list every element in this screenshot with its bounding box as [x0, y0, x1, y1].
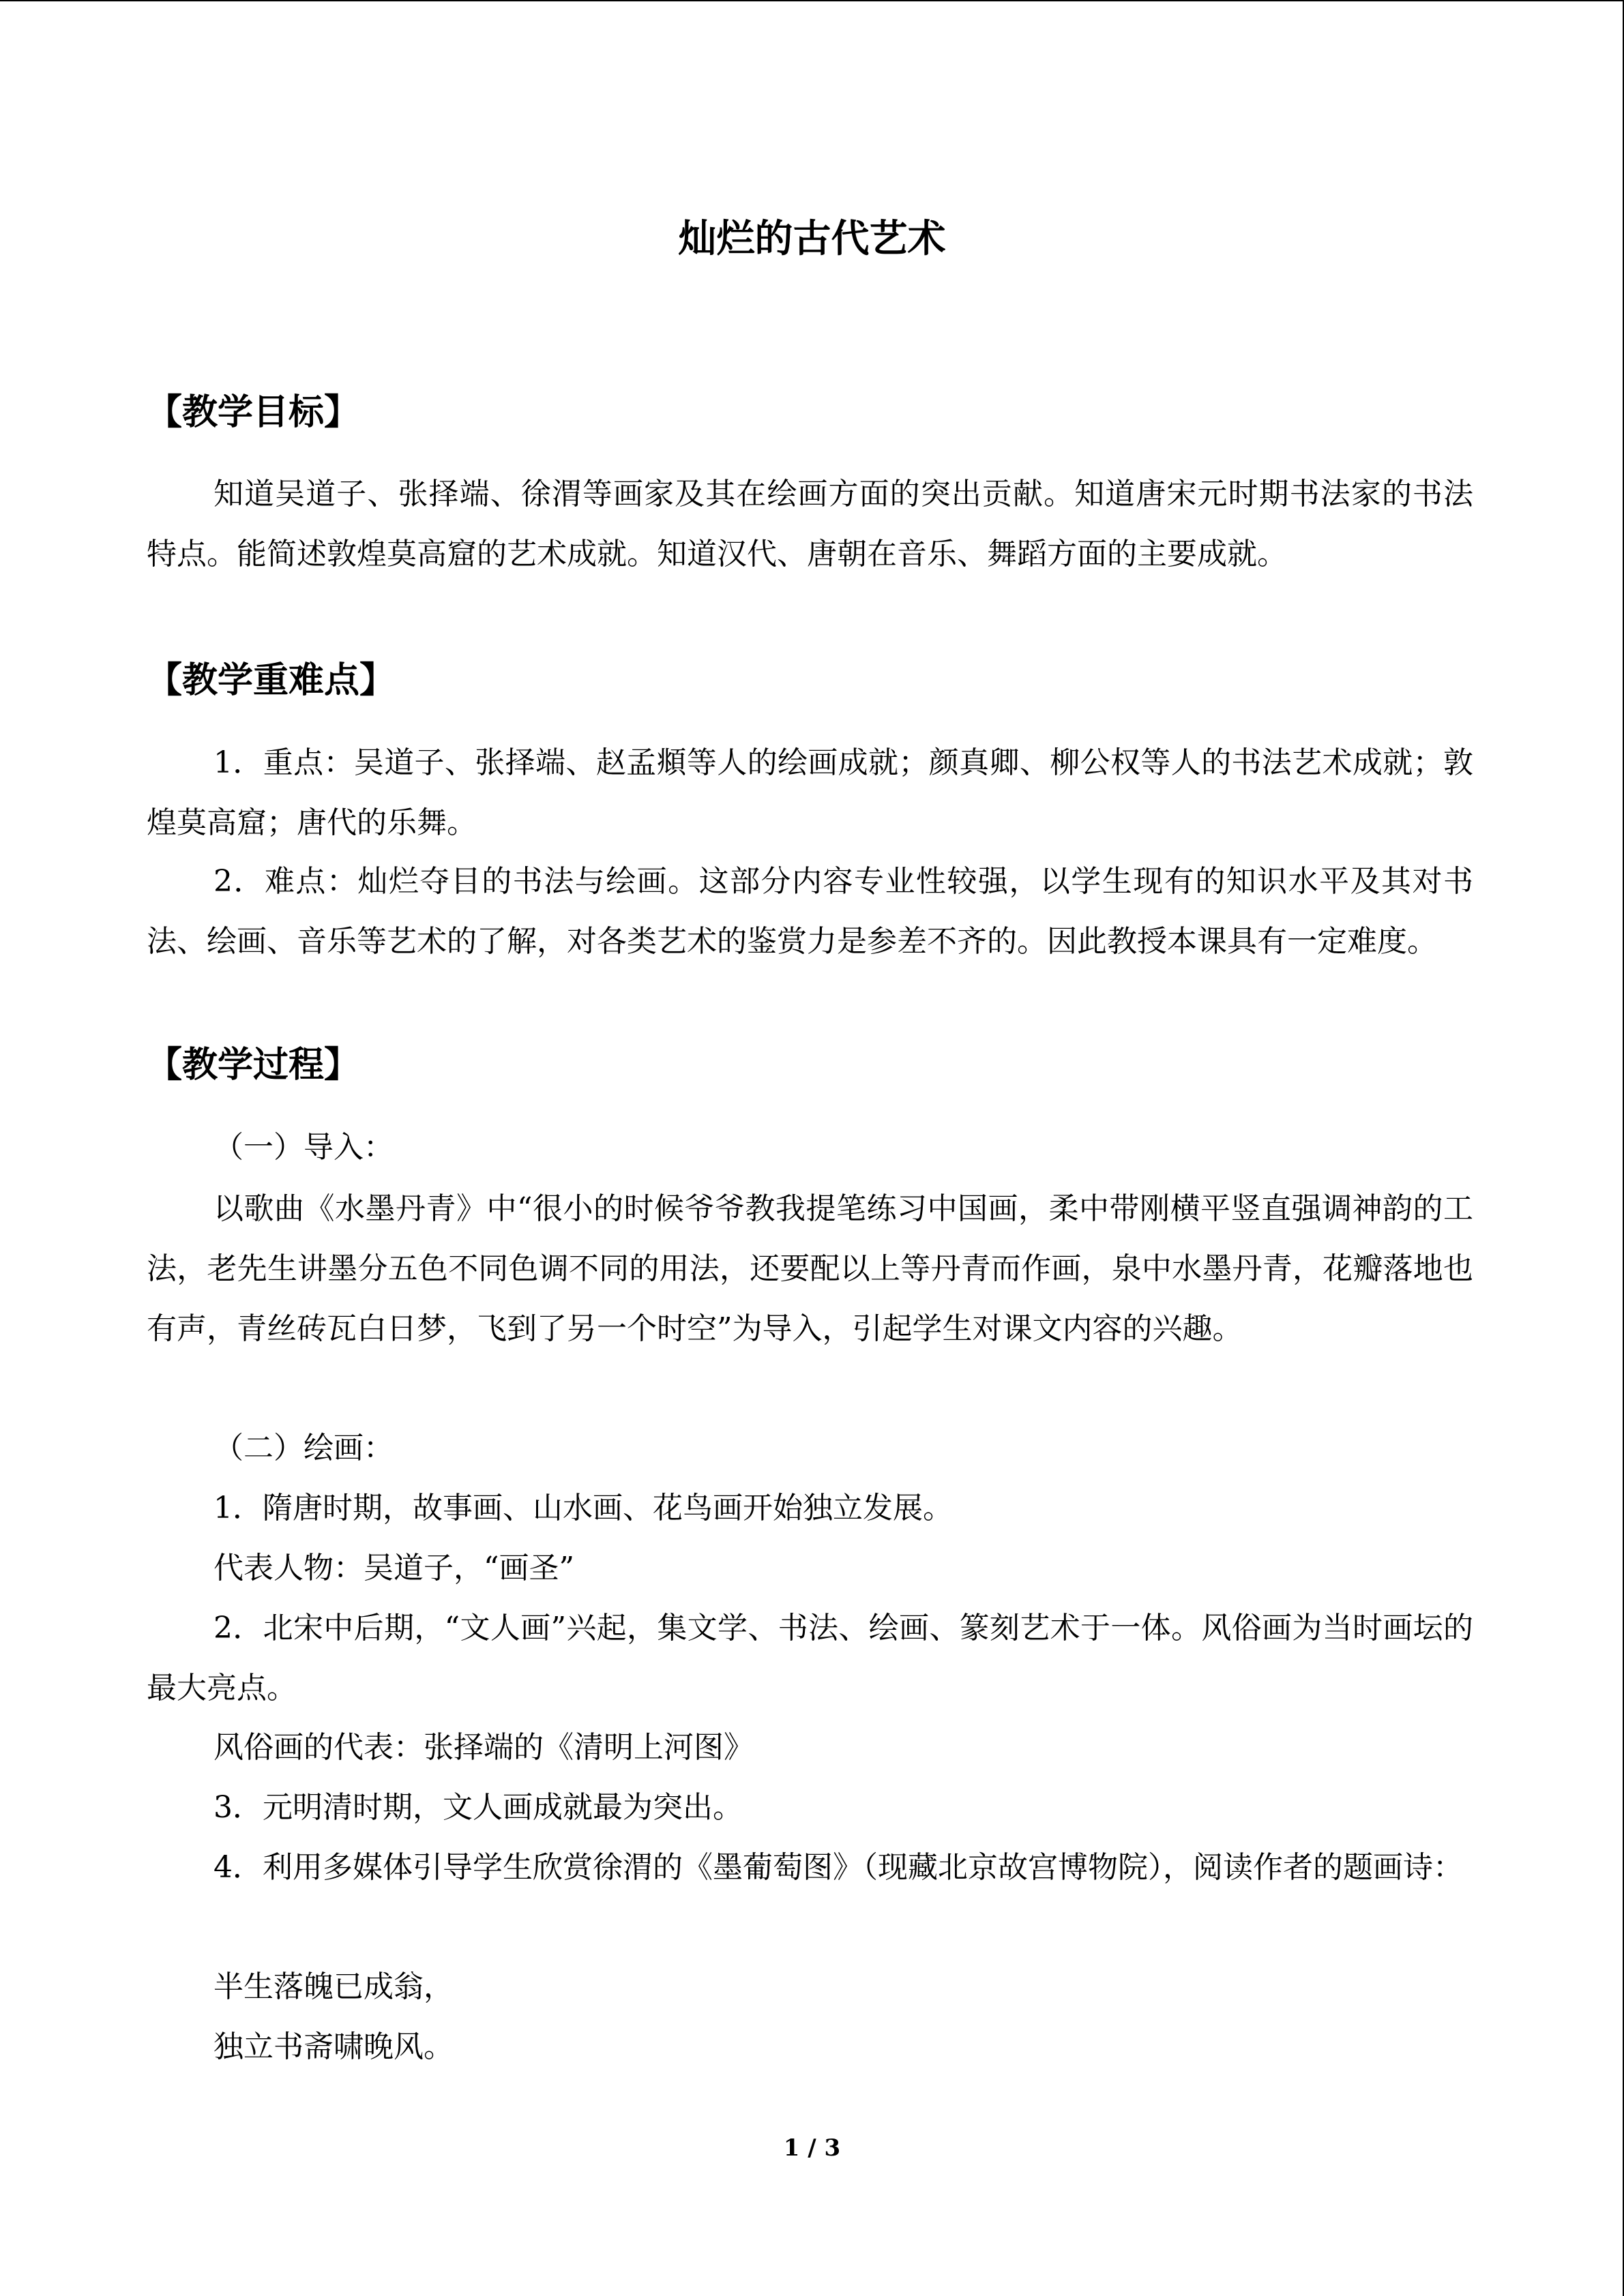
paragraph-painting-2: 2．北宋中后期，“文人画”兴起，集文学、书法、绘画、篆刻艺术于一体。风俗画为当时画坛的最大亮点。 — [147, 1611, 1473, 1705]
page-number: 1 / 3 — [783, 2134, 841, 2162]
poem-line-1: 半生落魄已成翁， — [213, 1969, 454, 2004]
paragraph-painting-4: 4．利用多媒体引导学生欣赏徐渭的《墨葡萄图》（现藏北京故宫博物院），阅读作者的题画诗： — [213, 1850, 1463, 1885]
paragraph-intro-label: （一）导入： — [213, 1130, 394, 1165]
paragraph-key-points: 1．重点：吴道子、张择端、赵孟頫等人的绘画成就；颜真卿、柳公权等人的书法艺术成就；敦煌莫高窟；唐代的乐舞。 — [147, 745, 1473, 840]
paragraph-painting-3: 3．元明清时期，文人画成就最为突出。 — [213, 1790, 743, 1825]
paragraph-difficulties: 2．难点：灿烂夺目的书法与绘画。这部分内容专业性较强，以学生现有的知识水平及其对书法、绘画、音乐等艺术的了解，对各类艺术的鉴赏力是参差不齐的。因此教授本课具有一定难度。 — [147, 864, 1473, 959]
paragraph-painting-1: 1．隋唐时期，故事画、山水画、花鸟画开始独立发展。 — [213, 1491, 953, 1525]
document-title: 灿烂的古代艺术 — [678, 216, 946, 261]
paragraph-painting-representative: 代表人物：吴道子，“画圣” — [213, 1551, 574, 1585]
heading-teaching-goals: 【教学目标】 — [147, 391, 360, 433]
paragraph-genre-painting: 风俗画的代表：张择端的《清明上河图》 — [213, 1730, 754, 1765]
heading-key-difficulties: 【教学重难点】 — [147, 659, 396, 701]
paragraph-teaching-goals: 知道吴道子、张择端、徐渭等画家及其在绘画方面的突出贡献。知道唐宋元时期书法家的书法特点。能简述敦煌莫高窟的艺术成就。知道汉代、唐朝在音乐、舞蹈方面的主要成就。 — [147, 477, 1473, 571]
paragraph-painting-label: （二）绘画： — [213, 1431, 394, 1465]
heading-teaching-process: 【教学过程】 — [147, 1044, 360, 1086]
poem-line-2: 独立书斋啸晚风。 — [213, 2029, 454, 2064]
paragraph-intro-song: 以歌曲《水墨丹青》中“很小的时候爷爷教我提笔练习中国画，柔中带刚横平竖直强调神韵的工法，老先生讲墨分五色不同色调不同的用法，还要配以上等丹青而作画，泉中水墨丹青，花瓣落地也有声，青丝砖瓦白日梦，飞到了另一个时空”为导入，引起学生对课文内容的兴趣。 — [147, 1191, 1473, 1346]
